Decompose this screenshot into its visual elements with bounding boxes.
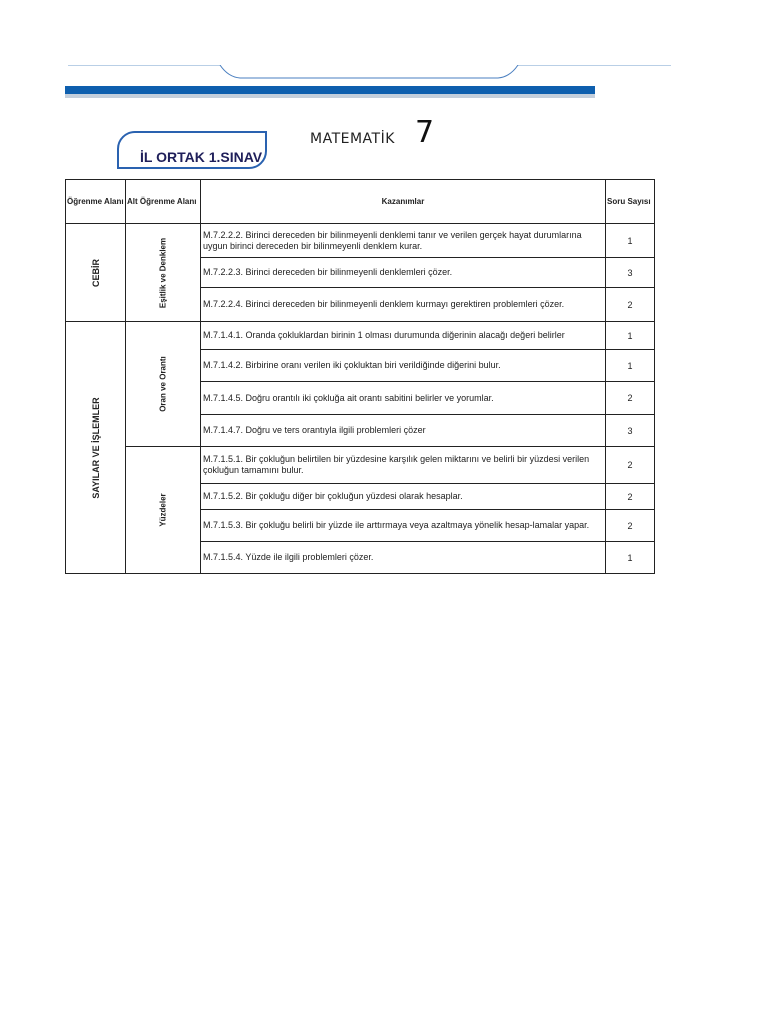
outcome-cell: M.7.1.5.4. Yüzde ile ilgili problemleri çözer. — [201, 542, 606, 574]
sub-area-cell — [126, 447, 201, 574]
outcome-cell: M.7.1.4.7. Doğru ve ters orantıyla ilgili problemleri çözer — [201, 415, 606, 447]
count-cell: 2 — [606, 484, 655, 510]
count-cell: 2 — [606, 447, 655, 484]
exam-title-badge — [117, 131, 267, 169]
sub-area-label: Yüzdeler — [158, 493, 168, 527]
outcome-cell: M.7.2.2.3. Birinci dereceden bir bilinmeyenli denklemleri çözer. — [201, 258, 606, 288]
sub-area-label: Eşitlik ve Denklem — [158, 237, 168, 308]
outcomes-table — [65, 179, 655, 574]
header-area: Öğrenme Alanı — [66, 180, 126, 224]
count-cell: 3 — [606, 415, 655, 447]
table-header-row — [66, 180, 655, 224]
area-label: SAYILAR VE İŞLEMLER — [90, 396, 101, 499]
header-outcomes: Kazanımlar — [201, 180, 606, 224]
header-blue-bar — [65, 86, 595, 94]
header-tab-decoration — [218, 65, 520, 81]
outcome-cell: M.7.1.4.5. Doğru orantılı iki çokluğa ait orantı sabitini belirler ve yorumlar. — [201, 382, 606, 415]
subject-title: MATEMATİK — [310, 131, 395, 147]
count-cell: 1 — [606, 350, 655, 382]
area-cell — [66, 224, 126, 322]
count-cell: 1 — [606, 224, 655, 258]
table-row — [66, 224, 655, 258]
outcome-cell: M.7.1.4.2. Birbirine oranı verilen iki çokluktan biri verildiğinde diğerini bulur. — [201, 350, 606, 382]
grade-number: 7 — [415, 115, 435, 150]
count-cell: 2 — [606, 288, 655, 322]
outcome-cell: M.7.2.2.4. Birinci dereceden bir bilinmeyenli denklem kurmayı gerektiren problemleri çözer. — [201, 288, 606, 322]
header-sub-area: Alt Öğrenme Alanı — [126, 180, 201, 224]
area-label: CEBİR — [90, 258, 101, 287]
count-cell: 1 — [606, 542, 655, 574]
count-cell: 1 — [606, 322, 655, 350]
table-row — [66, 322, 655, 350]
sub-area-label: Oran ve Orantı — [158, 356, 168, 412]
outcome-cell: M.7.1.5.3. Bir çokluğu belirli bir yüzde ile arttırmaya veya azaltmaya yönelik hesap-lamalar yapar. — [201, 510, 606, 542]
header-bar-shadow — [65, 94, 595, 98]
count-cell: 3 — [606, 258, 655, 288]
outcome-cell: M.7.1.5.2. Bir çokluğu diğer bir çokluğun yüzdesi olarak hesaplar. — [201, 484, 606, 510]
table-row — [66, 447, 655, 484]
outcome-cell: M.7.2.2.2. Birinci dereceden bir bilinmeyenli denklemi tanır ve verilen gerçek hayat durumlarına uygun birinci dereceden bir bilinmeyenli denklem kurar. — [201, 224, 606, 258]
outcome-cell: M.7.1.5.1. Bir çokluğun belirtilen bir yüzdesine karşılık gelen miktarını ve belirli bir yüzdesi verilen çokluğun tamamını bulur. — [201, 447, 606, 484]
header-count: Soru Sayısı — [606, 180, 655, 224]
exam-title: İL ORTAK 1.SINAV — [140, 149, 263, 165]
sub-area-cell — [126, 224, 201, 322]
count-cell: 2 — [606, 382, 655, 415]
area-cell — [66, 322, 126, 574]
outcome-cell: M.7.1.4.1. Oranda çokluklardan birinin 1 olması durumunda diğerinin alacağı değeri belirler — [201, 322, 606, 350]
count-cell: 2 — [606, 510, 655, 542]
sub-area-cell — [126, 322, 201, 447]
